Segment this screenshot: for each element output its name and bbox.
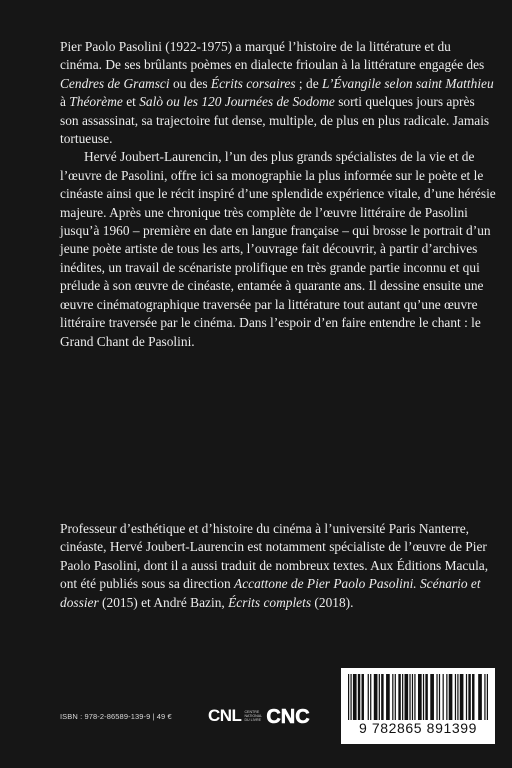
barcode-bar (455, 674, 456, 720)
barcode-bar (379, 674, 380, 720)
summary-paragraph-2: Hervé Joubert-Laurencin, l’un des plus grands spécialistes de la vie et de l’œuvre de Pasolini, offre ici sa monographie la plus informée sur le poète et le cinéaste ainsi que le récit inspiré d’une splendide expérience vitale, d’une hérésie majeure. Après une chronique très complète de l’œuvre littéraire de Pasolini jusqu’à 1960 – première en date en langue française – qui brosse le portrait d’un jeune poète artiste de tous les arts, l’ouvrage fait découvrir, à partir d’archives inédites, un travail de scénariste prolifique en très grande partie inconnu et qui prélude à son œuvre de cinéaste, entamée à quarante ans. Il dessine ensuite une œuvre cinématographique traversée par la littérature tout autant qu’une œuvre littéraire traversée par le cinéma. Dans l’espoir d’en faire entendre le chant : le Grand Chant de Pasolini. (60, 149, 496, 349)
barcode-bar (358, 674, 360, 720)
barcode-bar (404, 674, 408, 720)
barcode (341, 668, 495, 744)
italic-title: Salò ou les 120 Journées de Sodome (139, 94, 335, 110)
barcode-number: 9 782865 891399 (359, 720, 477, 736)
italic-title: Théorème (69, 94, 123, 110)
text-run: ; de (295, 75, 322, 91)
cnl-logo (208, 703, 262, 729)
barcode-bar (484, 674, 485, 720)
author-bio (60, 520, 496, 612)
barcode-bar (381, 674, 383, 720)
barcode-bar (460, 674, 464, 720)
text-run: Pier Paolo Pasolini (1922-1975) a marqué l’histoire de la littérature et du cinéma. De ses brûlants poèmes en dialecte frioulan à la littérature engagée des (60, 39, 485, 73)
barcode-bar (353, 674, 357, 720)
italic-title: Cendres de Gramsci (60, 75, 170, 91)
barcode-bar (423, 674, 424, 720)
barcode-bar (487, 674, 488, 720)
barcode-bar (414, 674, 415, 720)
barcode-bar (368, 674, 369, 720)
barcode-bar (374, 674, 378, 720)
italic-title: Accattone de Pier Paolo Pasolini. Scénario et dossier (60, 576, 481, 610)
barcode-bar (436, 674, 437, 720)
italic-title: Écrits corsaires (210, 75, 296, 91)
cnl-logo-tagline: CENTRE NATIONAL DU LIVRE (244, 709, 263, 723)
barcode-bar (412, 674, 413, 720)
barcode-bar (409, 674, 410, 720)
barcode-bar (425, 674, 427, 720)
text-run: (2015) et André Bazin, (98, 594, 229, 610)
text-run: ou des (169, 75, 211, 91)
barcode-bar (370, 674, 371, 720)
italic-title: L’Évangile selon saint Matthieu (321, 75, 494, 91)
barcode-bars (348, 674, 488, 720)
author-bio-paragraph (60, 520, 496, 612)
barcode-bar (439, 674, 440, 720)
barcode-bar (466, 674, 467, 720)
barcode-bar (402, 674, 403, 720)
text-run: sorti quelques jours après son assassinat, sa trajectoire fut dense, multiple, de plus en plus radicale. Jamais tortueuse. (60, 94, 490, 147)
isbn-price: ISBN : 978-2-86589-139-9 | 49 € (60, 712, 172, 721)
cnc-logo (262, 705, 314, 727)
barcode-bar (449, 674, 453, 720)
text-run: (2018). (311, 594, 354, 610)
barcode-bar (392, 674, 393, 720)
barcode-bar (446, 674, 447, 720)
cnl-logo-mark: CNL (208, 706, 242, 725)
barcode-bar (457, 674, 458, 720)
barcode-bar (472, 674, 474, 720)
barcode-bar (478, 674, 482, 720)
barcode-bar (395, 674, 396, 720)
barcode-bar (418, 674, 422, 720)
barcode-bar (468, 674, 470, 720)
barcode-bar (362, 674, 364, 720)
barcode-bar (386, 674, 390, 720)
book-summary (60, 38, 496, 351)
barcode-bar (348, 674, 349, 720)
summary-paragraph-1 (60, 38, 496, 148)
barcode-bar (430, 674, 434, 720)
text-run: et (122, 94, 140, 110)
barcode-bar (443, 674, 444, 720)
text-run: à (60, 94, 70, 110)
barcode-bar (350, 674, 351, 720)
cnc-logo-text: CNC (266, 706, 310, 727)
barcode-bar (398, 674, 400, 720)
text-run: Professeur d’esthétique et d’histoire du cinéma à l’université Paris Nanterre, cinéaste, Hervé Joubert-Laurencin est notamment spécialiste de l’œuvre de Pier Paolo Pasolini, dont il a aussi traduit de nombreux textes. Aux Éditions Macula, ont été publiés sous sa direction (60, 521, 489, 592)
italic-title: Écrits complets (228, 594, 312, 610)
